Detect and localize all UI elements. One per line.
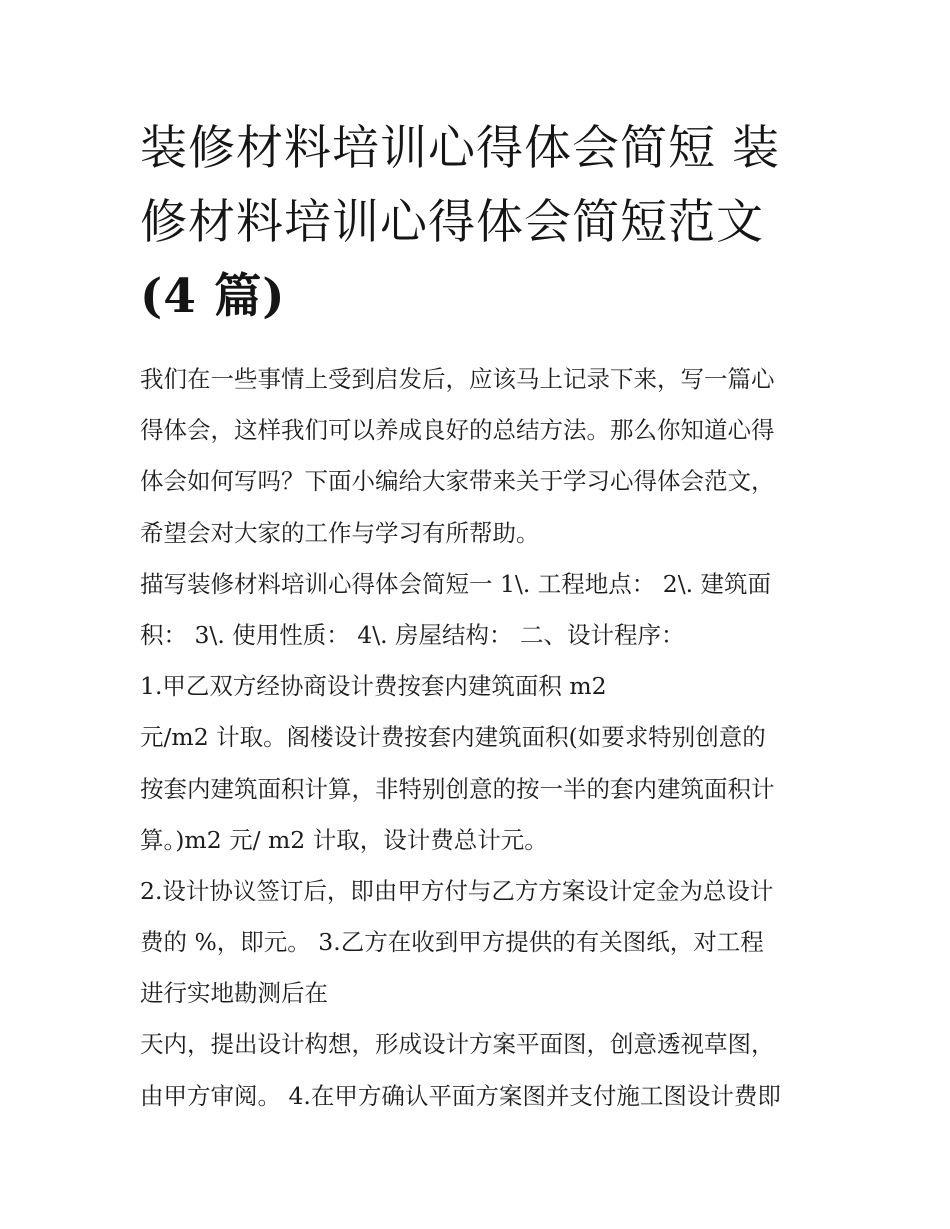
body-line: 2.设计协议签订后，即由甲方付与乙方方案设计定金为总设计 — [140, 876, 774, 905]
body-line: 得体会，这样我们可以养成良好的总结方法。那么你知道心得 — [140, 416, 775, 445]
body-line: 积： 3\. 使用性质： 4\. 房屋结构： 二、设计程序： — [140, 620, 685, 649]
body-line: 1.甲乙双方经协商设计费按套内建筑面积 m2 — [140, 672, 607, 701]
body-line: 费的 %，即元。 3.乙方在收到甲方提供的有关图纸，对工程 — [140, 928, 764, 957]
body-line: 描写装修材料培训心得体会简短一 1\. 工程地点： 2\. 建筑面 — [140, 569, 772, 598]
body-line: 由甲方审阅。 4.在甲方确认平面方案图并支付施工图设计费即 — [140, 1081, 781, 1110]
body-line: 体会如何写吗？下面小编给大家带来关于学习心得体会范文， — [140, 467, 775, 496]
body-line: 天内，提出设计构想，形成设计方案平面图，创意透视草图， — [140, 1030, 775, 1059]
body-line: 元/m2 计取。阁楼设计费按套内建筑面积(如要求特别创意的 — [140, 723, 766, 752]
body-line: 按套内建筑面积计算，非特别创意的按一半的套内建筑面积计 — [140, 774, 775, 803]
body-line: 我们在一些事情上受到启发后，应该马上记录下来，写一篇心 — [140, 365, 775, 393]
title-line: 装修材料培训心得体会简短 装 — [140, 121, 780, 176]
document-body — [140, 354, 830, 1122]
title-line: 修材料培训心得体会简短范文 — [140, 195, 764, 250]
body-line: 进行实地勘测后在 — [140, 979, 328, 1008]
title-line: (4 篇) — [140, 269, 286, 324]
body-line: 希望会对大家的工作与学习有所帮助。 — [140, 518, 540, 547]
document-title — [140, 112, 820, 334]
body-line: 算。)m2 元/ m2 计取，设计费总计元。 — [140, 825, 548, 854]
